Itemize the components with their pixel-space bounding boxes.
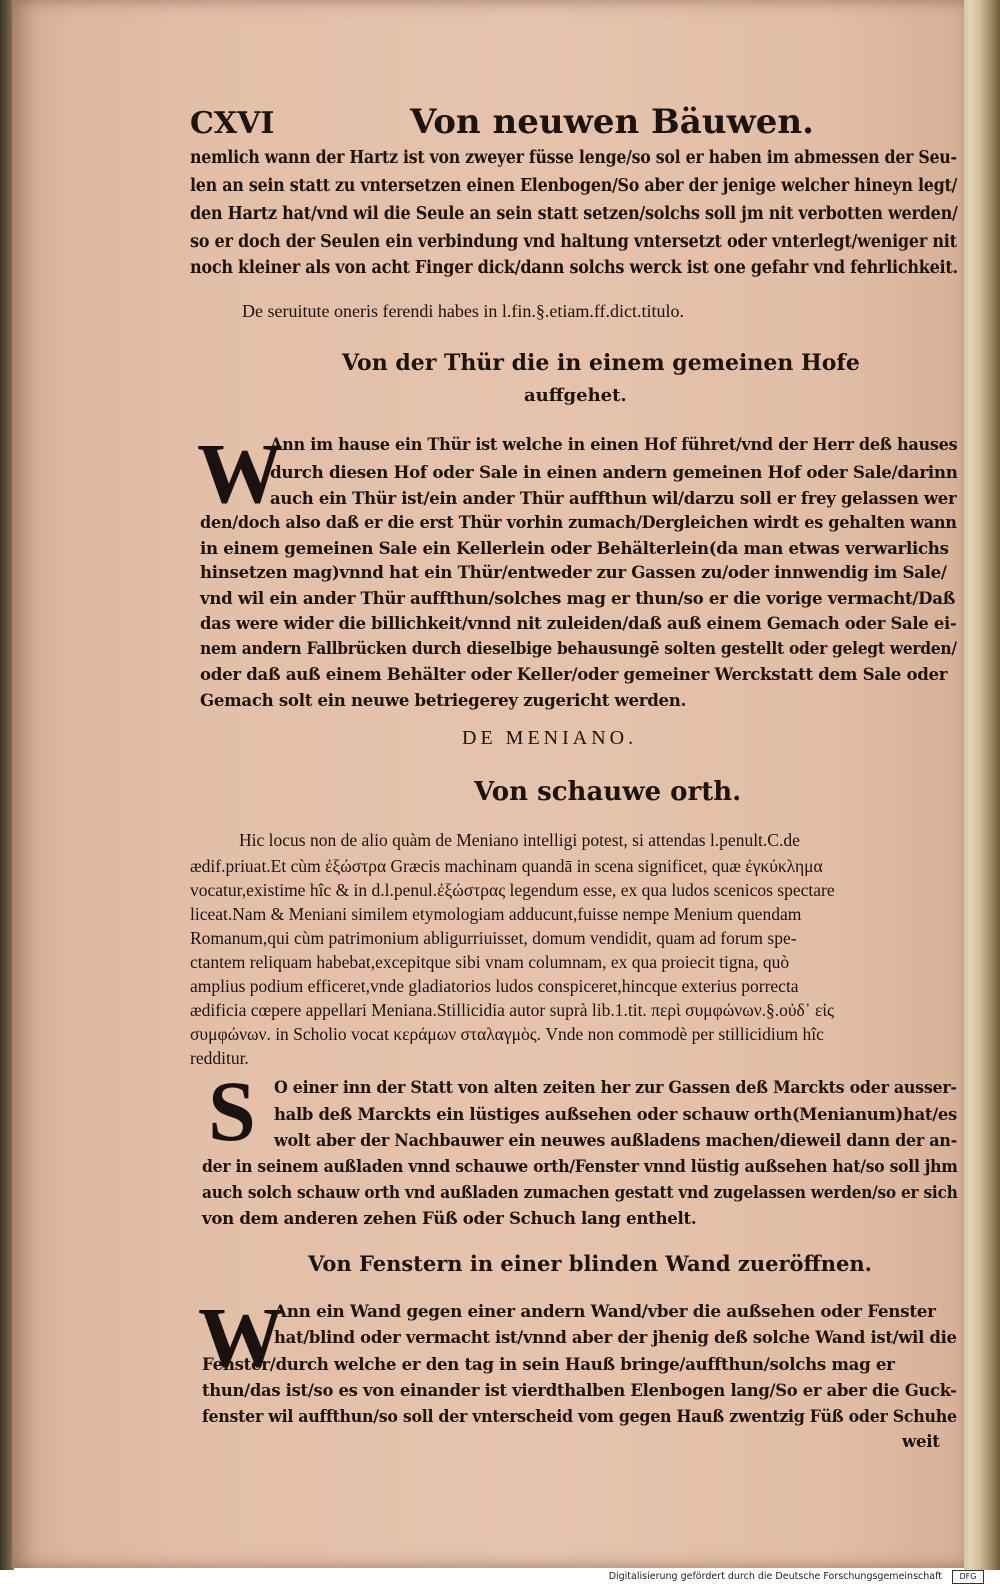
- section-heading-latin: DE MENIANO.: [462, 727, 638, 749]
- section-heading: Von der Thür die in einem gemeinen Hofe: [342, 350, 860, 376]
- drop-cap: W: [197, 425, 283, 521]
- text-line: Ann im hause ein Thür ist welche in einen Hof führet/vnd der Herr deß hauses: [270, 434, 958, 454]
- text-line: halb deß Marckts ein lüstiges außsehen oder schauw orth(Menianum)hat/es: [274, 1104, 957, 1124]
- drop-cap: W: [198, 1289, 284, 1385]
- text-line: ctantem reliquam habebat,excepitque sibi vnam columnam, ex qua proiecit tigna, quò: [190, 952, 790, 972]
- text-line: Ann ein Wand gegen einer andern Wand/vber die außsehen oder Fenster: [274, 1301, 936, 1321]
- text-line: amplius podium efficeret,vnde gladiatorios ludos conspiceret,hincque exterius porrecta: [190, 976, 799, 996]
- latin-note: De seruitute oneris ferendi habes in l.fin.§.etiam.ff.dict.titulo.: [242, 301, 685, 321]
- text-line: durch diesen Hof oder Sale in einen andern gemeinen Hof oder Sale/darinn: [270, 462, 958, 482]
- text-line: O einer inn der Statt von alten zeiten her zur Gassen deß Marckts oder ausser-: [274, 1077, 957, 1097]
- text-line: hat/blind oder vermacht ist/vnnd aber der jhenig deß solche Wand ist/wil die: [274, 1327, 957, 1347]
- section-heading: Von Fenstern in einer blinden Wand zueröffnen.: [308, 1251, 872, 1276]
- text-line: noch kleiner als von acht Finger dick/dann solchs werck ist one gefahr vnd fehrlichkeit.: [190, 258, 958, 278]
- text-line: Hic locus non de alio quàm de Meniano intelligi potest, si attendas l.penult.C.de: [239, 830, 800, 850]
- text-line: thun/das ist/so es von einander ist vierdthalben Elenbogen lang/So er aber die Guck-: [202, 1380, 957, 1400]
- text-line: fenster wil auffthun/so soll der vnterscheid vom gegen Hauß zwentzig Füß oder Schuhe: [202, 1406, 957, 1426]
- section-heading: auffgehet.: [524, 385, 627, 406]
- text-line: von dem anderen zehen Füß oder Schuch lang enthelt.: [202, 1208, 697, 1228]
- text-line: auch ein Thür ist/ein ander Thür auffthun wil/darzu soll er frey gelassen wer: [270, 488, 957, 508]
- text-line: in einem gemeinen Sale ein Kellerlein oder Behälterlein(da man etwas verwarlichs: [200, 538, 949, 558]
- dfg-logo: DFG: [952, 1570, 984, 1584]
- text-line: das were wider die billichkeit/vnnd nit zuleiden/daß auß einem Gemach oder Sale ei-: [200, 613, 957, 633]
- text-line: den/doch also daß er die erst Thür vorhin zumach/Dergleichen wirdt es gehalten wann: [200, 512, 957, 532]
- drop-cap: S: [208, 1063, 256, 1159]
- section-heading: Von schauwe orth.: [474, 777, 742, 807]
- book-page: [12, 0, 970, 1568]
- text-line: oder daß auß einem Behälter oder Keller/oder gemeiner Werckstatt dem Sale oder: [200, 664, 948, 684]
- text-line: vnd wil ein ander Thür auffthun/solches mag er thun/so er die vorige vermacht/Daß: [200, 588, 955, 608]
- text-line: redditur.: [190, 1048, 249, 1068]
- catchword: weit: [902, 1431, 940, 1451]
- text-line: Romanum,qui cùm patrimonium abligurriuisset, domum vendidit, quam ad forum spe-: [190, 928, 797, 948]
- text-line: len an sein statt zu vntersetzen einen Elenbogen/So aber der jenige welcher hineyn legt/: [190, 176, 958, 196]
- text-line: hinsetzen mag)vnnd hat ein Thür/entweder zur Gassen zu/oder innwendig im Sale/: [200, 562, 947, 582]
- book-fore-edge: [964, 0, 1000, 1570]
- text-line: ædif.priuat.Et cùm ἐξώστρα Græcis machinam quandā in scena significet, quæ ἐγκύκλημα: [190, 856, 823, 876]
- text-line: so er doch der Seulen ein verbindung vnd haltung vntersetzt oder vnterlegt/weniger nit: [190, 232, 957, 252]
- text-line: Gemach solt ein neuwe betriegerey zugericht werden.: [200, 690, 687, 710]
- text-line: συμφώνων. in Scholio vocat κεράμων σταλαγμὸς. Vnde non commodè per stillicidium hîc: [190, 1024, 824, 1044]
- running-title: Von neuwen Bäuwen.: [410, 102, 814, 142]
- text-line: ædificia cœpere appellari Meniana.Stillicidia autor suprà lib.1.tit. περὶ συμφώνων.§.οὐδ᾽ εἰς: [190, 1000, 834, 1020]
- text-line: nemlich wann der Hartz ist von zweyer füsse lenge/so sol er haben im abmessen der Seu-: [190, 148, 957, 168]
- footer-credit: Digitalisierung gefördert durch die Deutsche Forschungsgemeinschaft: [608, 1571, 942, 1582]
- text-line: der in seinem außladen vnnd schauwe orth/Fenster vnnd lüstig außsehen hat/so soll jhm: [202, 1156, 958, 1176]
- text-line: auch solch schauw orth vnd außladen zumachen gestatt vnd zugelassen werden/so er sich: [202, 1182, 958, 1202]
- text-line: den Hartz hat/vnd wil die Seule an sein statt setzen/solchs soll jm nit verbotten werden/: [190, 204, 958, 224]
- text-line: nem andern Fallbrücken durch dieselbige behausungē solten gestellt oder gelegt werden/: [200, 638, 957, 658]
- text-line: wolt aber der Nachbauwer ein neuwes außladens machen/dieweil dann der an-: [274, 1130, 957, 1150]
- text-line: Fenster/durch welche er den tag in sein Hauß bringe/auffthun/solchs mag er: [202, 1354, 895, 1374]
- text-line: vocatur,existime hîc & in d.l.penul.ἐξώστρας legendum esse, ex qua ludos scenicos spectare: [190, 880, 835, 900]
- text-line: liceat.Nam & Meniani similem etymologiam adducunt,fuisse nempe Menium quendam: [190, 904, 802, 924]
- folio-number: CXVI: [190, 106, 275, 141]
